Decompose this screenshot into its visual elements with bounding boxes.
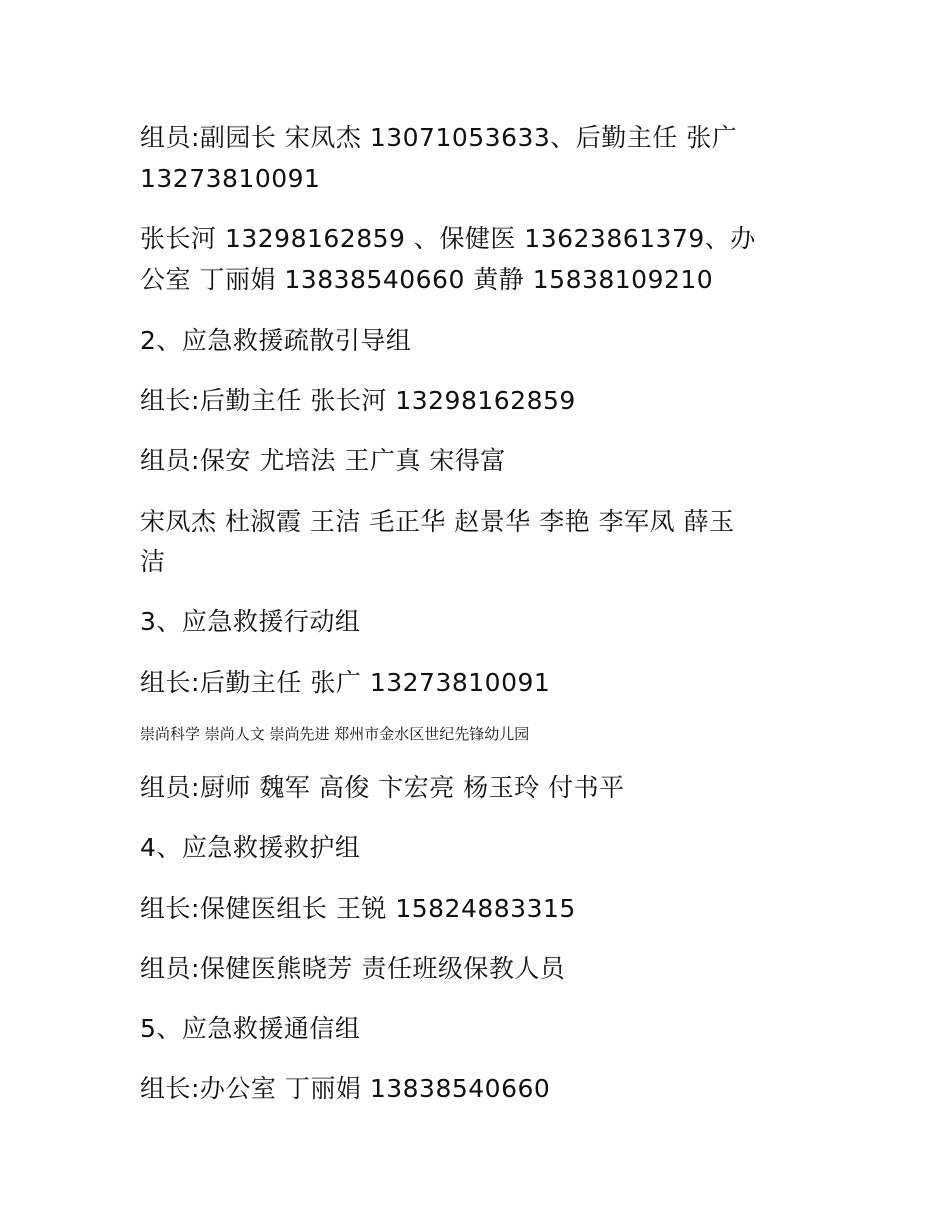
text-line: 组长:办公室 丁丽娟 13838540660	[140, 1074, 551, 1103]
text-line: 组员:厨师 魏军 高俊 卞宏亮 杨玉玲 付书平	[140, 773, 625, 802]
section-heading: 5、应急救援通信组	[140, 1014, 361, 1043]
text-line: 洁	[140, 547, 166, 576]
text-line: 张长河 13298162859 、保健医 13623861379、办	[140, 224, 756, 253]
text-line: 组员:保健医熊晓芳 责任班级保教人员	[140, 954, 566, 983]
page-footer: 崇尚科学 崇尚人文 崇尚先进 郑州市金水区世纪先锋幼儿园	[140, 725, 530, 743]
text-line: 13273810091	[140, 164, 321, 193]
text-line: 组长:后勤主任 张长河 13298162859	[140, 386, 576, 415]
text-line: 组员:保安 尤培法 王广真 宋得富	[140, 446, 506, 475]
section-heading: 4、应急救援救护组	[140, 833, 361, 862]
text-line: 组长:后勤主任 张广 13273810091	[140, 668, 551, 697]
section-heading: 2、应急救援疏散引导组	[140, 326, 412, 355]
text-line: 组长:保健医组长 王锐 15824883315	[140, 894, 576, 923]
text-line: 宋凤杰 杜淑霞 王洁 毛正华 赵景华 李艳 李军凤 薛玉	[140, 507, 735, 536]
text-line: 组员:副园长 宋凤杰 13071053633、后勤主任 张广	[140, 123, 738, 152]
section-heading: 3、应急救援行动组	[140, 607, 361, 636]
text-line: 公室 丁丽娟 13838540660 黄静 15838109210	[140, 265, 714, 294]
